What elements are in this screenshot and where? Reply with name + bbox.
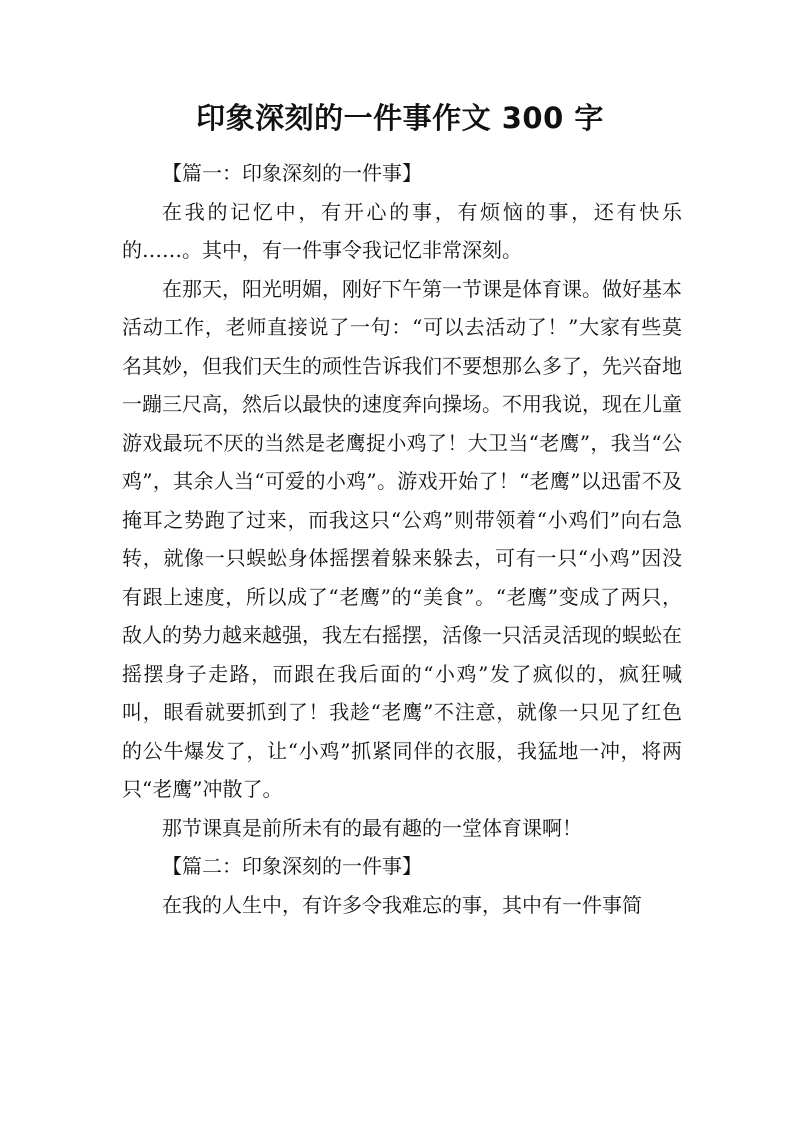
paragraph-conclusion: 那节课真是前所未有的最有趣的一堂体育课啊！	[162, 815, 582, 840]
section-heading-2: 【篇二：印象深刻的一件事】	[162, 854, 422, 878]
paragraph-story: 在那天，阳光明媚，刚好下午第一节课是体育课。做好基本活动工作，老师直接说了一句：“可以去活动了！”大家有些莫名其妙，但我们天生的顽性告诉我们不要想那么多了，先兴奋地一蹦三尺高，然后以最快的速度奔向操场。不用我说，现在儿童游戏最玩不厌的当然是老鹰捉小鸡了！大卫当“老鹰”，我当“公鸡”，其余人当“可爱的小鸡”。游戏开始了！“老鹰”以迅雷不及掩耳之势跑了过来，而我这只“公鸡”则带领着“小鸡们”向右急转，就像一只蜈蚣身体摇摆着躲来躲去，可有一只“小鸡”因没有跟上速度，所以成了“老鹰”的“美食”。“老鹰”变成了两只，敌人的势力越来越强，我左右摇摆，活像一只活灵活现的蜈蚣在摇摆身子走路，而跟在我后面的“小鸡”发了疯似的，疯狂喊叫，眼看就要抓到了！我趁“老鹰”不注意，就像一只见了红色的公牛爆发了，让“小鸡”抓紧同伴的衣服，我猛地一冲，将两只“老鹰”冲散了。	[122, 276, 682, 801]
section-heading-1: 【篇一：印象深刻的一件事】	[162, 161, 422, 185]
paragraph-second-intro: 在我的人生中，有许多令我难忘的事，其中有一件事简	[162, 892, 642, 917]
paragraph-intro: 在我的记忆中，有开心的事，有烦恼的事，还有快乐的……。其中，有一件事令我记忆非常深刻。	[122, 199, 682, 262]
document-body	[122, 154, 682, 924]
document-title: 印象深刻的一件事作文 300 字	[196, 101, 604, 135]
